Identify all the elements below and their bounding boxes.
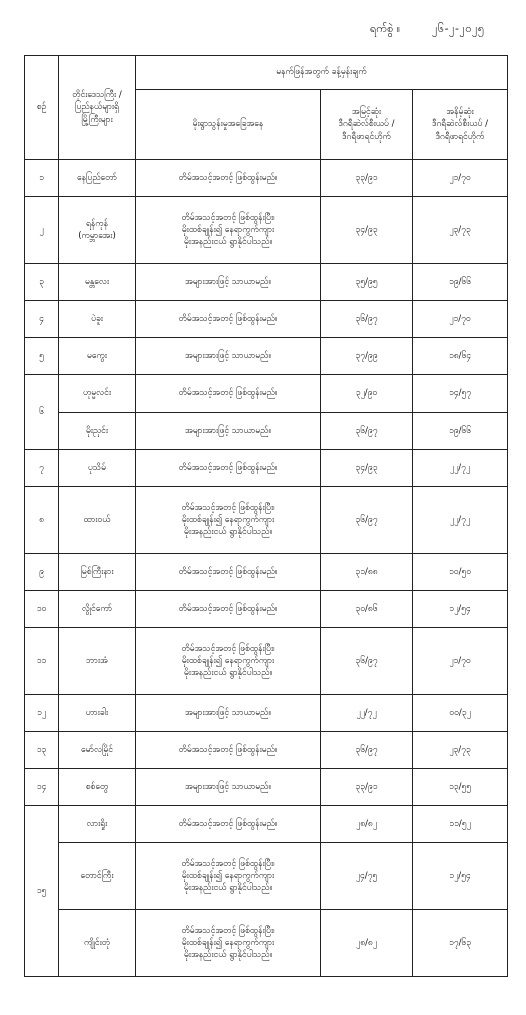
row-city: တောင်ကြီး bbox=[59, 843, 136, 910]
row-min-temp: ၂၁/၇၀ bbox=[413, 160, 508, 197]
date-label: ရက်စွဲ ။ bbox=[370, 22, 401, 35]
row-max-temp: ၃၂/၉၀ bbox=[321, 375, 413, 413]
row-min-temp: ၁၇/၆၃ bbox=[413, 910, 508, 977]
forecast-table bbox=[24, 55, 508, 977]
row-min-temp: ၁၉/၆၆ bbox=[413, 264, 508, 301]
row-city: မန္တလေး bbox=[59, 264, 136, 301]
table-row bbox=[25, 591, 508, 628]
table-row bbox=[25, 628, 508, 695]
row-no: ၁ bbox=[25, 160, 59, 197]
row-no: ၁၀ bbox=[25, 591, 59, 628]
header-no: စဉ် bbox=[25, 56, 59, 160]
table-row bbox=[25, 301, 508, 338]
row-condition: တိမ်အသင့်အတင့် ဖြစ်ထွန်းမည်။ bbox=[136, 375, 321, 413]
row-max-temp: ၃၆/၉၇ bbox=[321, 413, 413, 450]
row-no: ၆ bbox=[25, 375, 59, 450]
row-max-temp: ၃၄/၉၃ bbox=[321, 197, 413, 264]
row-max-temp: ၃၇/၉၉ bbox=[321, 338, 413, 375]
header-min-temp: အနိမ့်ဆုံး ဒီဂရီဆဲလ်စီးယပ် / ဒီဂရီဖာရင်ဟိုက် bbox=[413, 90, 508, 160]
row-condition: တိမ်အသင့်အတင့် ဖြစ်ထွန်းပြီး၊ မိုးထစ်ချုန်း၍ နေရာကွက်ကျား မိုးအနည်းငယ် ရွာနိုင်ပါသည်။ bbox=[136, 910, 321, 977]
row-no: ၇ bbox=[25, 450, 59, 487]
row-city: ဟုမ္မလင်း bbox=[59, 375, 136, 413]
row-condition: အများအားဖြင့် သာယာမည်။ bbox=[136, 413, 321, 450]
row-condition: တိမ်အသင့်အတင့် ဖြစ်ထွန်းမည်။ bbox=[136, 591, 321, 628]
row-min-temp: ၂၃/၇၃ bbox=[413, 732, 508, 769]
table-row bbox=[25, 695, 508, 732]
row-min-temp: ၁၂/၅၄ bbox=[413, 843, 508, 910]
row-condition: တိမ်အသင့်အတင့် ဖြစ်ထွန်းပြီး၊ မိုးထစ်ချုန်း၍ နေရာကွက်ကျား မိုးအနည်းငယ် ရွာနိုင်ပါသည်။ bbox=[136, 487, 321, 554]
row-max-temp: ၂၈/၈၂ bbox=[321, 910, 413, 977]
row-city: မြစ်ကြီးနား bbox=[59, 554, 136, 591]
row-min-temp: ၀၀/၃၂ bbox=[413, 695, 508, 732]
row-min-temp: ၂၁/၇၀ bbox=[413, 628, 508, 695]
row-max-temp: ၃၆/၉၇ bbox=[321, 301, 413, 338]
row-max-temp: ၂၂/၇၂ bbox=[321, 695, 413, 732]
row-min-temp: ၁၈/၆၄ bbox=[413, 338, 508, 375]
row-city: စစ်တွေ bbox=[59, 769, 136, 806]
row-min-temp: ၁၉/၆၆ bbox=[413, 413, 508, 450]
date-value: ၂၆-၂-၂၀၂၅ bbox=[432, 22, 485, 35]
row-no: ၉ bbox=[25, 554, 59, 591]
table-row bbox=[25, 910, 508, 977]
table-row bbox=[25, 413, 508, 450]
row-no: ၁၂ bbox=[25, 695, 59, 732]
row-condition: အများအားဖြင့် သာယာမည်။ bbox=[136, 695, 321, 732]
row-condition: တိမ်အသင့်အတင့် ဖြစ်ထွန်းမည်။ bbox=[136, 301, 321, 338]
table-row bbox=[25, 487, 508, 554]
row-max-temp: ၂၄/၇၅ bbox=[321, 843, 413, 910]
row-city: မိုးညှင်း bbox=[59, 413, 136, 450]
row-max-temp: ၂၈/၈၂ bbox=[321, 806, 413, 843]
row-city: လွိုင်ကော် bbox=[59, 591, 136, 628]
table-row bbox=[25, 806, 508, 843]
row-max-temp: ၃၄/၉၃ bbox=[321, 450, 413, 487]
row-condition: တိမ်အသင့်အတင့် ဖြစ်ထွန်းပြီး၊ မိုးထစ်ချုန်း၍ နေရာကွက်ကျား မိုးအနည်းငယ် ရွာနိုင်ပါသည်။ bbox=[136, 197, 321, 264]
row-max-temp: ၃၆/၉၇ bbox=[321, 487, 413, 554]
row-min-temp: ၂၂/၇၂ bbox=[413, 487, 508, 554]
table-row bbox=[25, 264, 508, 301]
table-row bbox=[25, 554, 508, 591]
table-row bbox=[25, 769, 508, 806]
row-max-temp: ၃၀/၈၆ bbox=[321, 591, 413, 628]
row-min-temp: ၁၁/၅၂ bbox=[413, 806, 508, 843]
table-row bbox=[25, 450, 508, 487]
row-max-temp: ၃၅/၉၅ bbox=[321, 264, 413, 301]
row-max-temp: ၃၆/၉၇ bbox=[321, 732, 413, 769]
table-row bbox=[25, 160, 508, 197]
row-condition: အများအားဖြင့် သာယာမည်။ bbox=[136, 769, 321, 806]
row-city: နေပြည်တော် bbox=[59, 160, 136, 197]
row-min-temp: ၁၂/၅၄ bbox=[413, 591, 508, 628]
row-condition: တိမ်အသင့်အတင့် ဖြစ်ထွန်းမည်။ bbox=[136, 450, 321, 487]
table-row bbox=[25, 375, 508, 413]
table-row bbox=[25, 197, 508, 264]
row-city: မော်လမြိုင် bbox=[59, 732, 136, 769]
row-no: ၁၄ bbox=[25, 769, 59, 806]
row-city: ပဲခူး bbox=[59, 301, 136, 338]
row-max-temp: ၃၆/၉၇ bbox=[321, 628, 413, 695]
row-no: ၄ bbox=[25, 301, 59, 338]
table-row bbox=[25, 338, 508, 375]
row-min-temp: ၁၀/၅၀ bbox=[413, 554, 508, 591]
header-forecast-group: မနက်ဖြန်အတွက် ခန့်မှန်းချက် bbox=[136, 56, 508, 90]
row-no: ၁၅ bbox=[25, 806, 59, 977]
row-city: မကွေး bbox=[59, 338, 136, 375]
table-row bbox=[25, 732, 508, 769]
row-no: ၈ bbox=[25, 487, 59, 554]
header-city: တိုင်းဒေသကြီး / ပြည်နယ်များရှိ မြို့ကြီးများ bbox=[59, 56, 136, 160]
row-no: ၅ bbox=[25, 338, 59, 375]
row-city: ထားဝယ် bbox=[59, 487, 136, 554]
row-condition: အများအားဖြင့် သာယာမည်။ bbox=[136, 264, 321, 301]
row-max-temp: ၃၃/၉၁ bbox=[321, 160, 413, 197]
row-no: ၂ bbox=[25, 197, 59, 264]
row-no: ၃ bbox=[25, 264, 59, 301]
row-condition: တိမ်အသင့်အတင့် ဖြစ်ထွန်းမည်။ bbox=[136, 554, 321, 591]
row-city: လားရှိုး bbox=[59, 806, 136, 843]
row-city: ကျိုင်းတုံ bbox=[59, 910, 136, 977]
row-condition: တိမ်အသင့်အတင့် ဖြစ်ထွန်းပြီး၊ မိုးထစ်ချုန်း၍ နေရာကွက်ကျား မိုးအနည်းငယ် ရွာနိုင်ပါသည်။ bbox=[136, 843, 321, 910]
row-min-temp: ၂၃/၇၃ bbox=[413, 197, 508, 264]
header-max-temp: အမြင့်ဆုံး ဒီဂရီဆဲလ်စီးယပ် / ဒီဂရီဖာရင်ဟိုက် bbox=[321, 90, 413, 160]
row-condition: တိမ်အသင့်အတင့် ဖြစ်ထွန်းမည်။ bbox=[136, 806, 321, 843]
header-condition: မိုးရွာသွန်းမှုအခြေအနေ bbox=[136, 90, 321, 160]
row-city: ရန်ကုန် (ကမ္ဘာအေး) bbox=[59, 197, 136, 264]
row-max-temp: ၃၁/၈၈ bbox=[321, 554, 413, 591]
row-city: ဟားခါး bbox=[59, 695, 136, 732]
row-city: ပုသိမ် bbox=[59, 450, 136, 487]
row-min-temp: ၂၁/၇၀ bbox=[413, 301, 508, 338]
row-no: ၁၃ bbox=[25, 732, 59, 769]
row-min-temp: ၁၄/၅၇ bbox=[413, 375, 508, 413]
row-city: ဘားအံ bbox=[59, 628, 136, 695]
date-row bbox=[0, 22, 526, 42]
row-condition: တိမ်အသင့်အတင့် ဖြစ်ထွန်းပြီး၊ မိုးထစ်ချုန်း၍ နေရာကွက်ကျား မိုးအနည်းငယ် ရွာနိုင်ပါသည်။ bbox=[136, 628, 321, 695]
row-condition: တိမ်အသင့်အတင့် ဖြစ်ထွန်းမည်။ bbox=[136, 732, 321, 769]
row-max-temp: ၃၃/၉၁ bbox=[321, 769, 413, 806]
table-row bbox=[25, 843, 508, 910]
row-min-temp: ၁၃/၅၅ bbox=[413, 769, 508, 806]
row-no: ၁၁ bbox=[25, 628, 59, 695]
row-condition: အများအားဖြင့် သာယာမည်။ bbox=[136, 338, 321, 375]
row-min-temp: ၂၂/၇၂ bbox=[413, 450, 508, 487]
row-condition: တိမ်အသင့်အတင့် ဖြစ်ထွန်းမည်။ bbox=[136, 160, 321, 197]
